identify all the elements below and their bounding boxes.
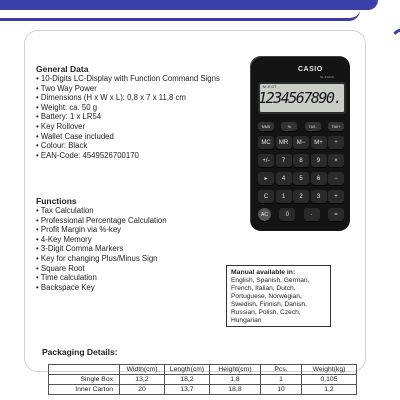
calculator-key: +/-	[258, 154, 274, 167]
calculator-model: SL-310UC	[320, 75, 335, 79]
table-cell: 18,8	[210, 385, 261, 395]
packaging-title: Packaging Details:	[42, 347, 118, 357]
keypad-row	[258, 122, 344, 131]
list-item: • Key for changing Plus/Minus Sign	[36, 254, 167, 264]
table-cell: 1,2	[302, 385, 357, 395]
calculator-key: M+	[311, 136, 327, 149]
list-item: • Weight: ca. 50 g	[36, 103, 220, 113]
calculator-key: ·	[304, 208, 320, 221]
keypad-row	[258, 190, 344, 203]
header-band-bar	[0, 0, 378, 10]
display-indicators: M -E GT	[263, 85, 277, 89]
calculator-key: 3	[311, 190, 327, 203]
calculator-key: 0	[279, 208, 295, 221]
calculator-key: ÷	[328, 136, 344, 149]
table-cell: 13,7	[165, 385, 210, 395]
list-item: • Colour: Black	[36, 141, 220, 151]
table-cell: 13,2	[120, 375, 165, 385]
calculator-key: MR	[276, 136, 292, 149]
keypad-row	[258, 172, 344, 185]
calculator-brand: CASIO	[298, 66, 323, 73]
keypad-row	[258, 154, 344, 167]
list-item: • Key Rollover	[36, 122, 220, 132]
header-band-line	[0, 10, 360, 21]
calculator-key: ×	[328, 154, 344, 167]
table-header-cell: Length(cm)	[165, 365, 210, 375]
manual-title: Manual available in:	[231, 269, 296, 276]
table-cell: Single Box	[49, 375, 120, 385]
calculator-key: %	[281, 122, 297, 131]
general-data-section	[36, 64, 220, 160]
list-item: • 4-Key Memory	[36, 235, 167, 245]
list-item: • Wallet Case included	[36, 132, 220, 142]
calculator-key: 6	[311, 172, 327, 185]
calculator-keypad	[258, 122, 344, 226]
calculator-display	[258, 82, 346, 114]
calculator-key: M−	[293, 136, 309, 149]
manual-languages: English, Spanish, German, French, Italian, Dutch, Portuguese, Norwegian, Swedish, Finnish, Danish, Russian, Polish, Czech, Hungarian	[231, 277, 310, 324]
table-row	[49, 385, 357, 395]
keypad-row	[258, 136, 344, 149]
table-header-cell: Weight(kg)	[302, 365, 357, 375]
calculator-key: −	[328, 172, 344, 185]
calculator-key: ▸	[258, 172, 274, 185]
list-item: • Dimensions (H x W x L): 0,8 x 7 x 11,8 cm	[36, 93, 220, 103]
calculator-key: 2	[293, 190, 309, 203]
calculator-key: =	[328, 208, 344, 221]
table-cell: Inner Carton	[49, 385, 120, 395]
list-item: • Two Way Power	[36, 84, 220, 94]
list-item: • Battery: 1 x LR54	[36, 112, 220, 122]
table-cell: 20	[120, 385, 165, 395]
table-header-cell: Width(cm)	[120, 365, 165, 375]
table-header-cell: Pcs.	[261, 365, 302, 375]
table-header-cell	[49, 365, 120, 375]
functions-title: Functions	[36, 196, 77, 206]
list-item: • EAN-Code: 4549526700170	[36, 151, 220, 161]
calculator-key: 8	[293, 154, 309, 167]
calculator-key: +	[328, 190, 344, 203]
calculator-key: 5	[293, 172, 309, 185]
list-item: • Professional Percentage Calculation	[36, 216, 167, 226]
list-item: • 3-Digit Comma Markers	[36, 244, 167, 254]
calculator-key: MMS	[258, 122, 274, 131]
list-item: • Profit Margin via %-key	[36, 225, 167, 235]
packaging-table	[48, 364, 357, 395]
calculator-key: TAX+	[328, 122, 344, 131]
table-header-cell: Height(cm)	[210, 365, 261, 375]
list-item: • Backspace Key	[36, 283, 167, 293]
table-header-row	[49, 365, 357, 375]
calculator-key: MC	[258, 136, 274, 149]
list-item: • Tax Calculation	[36, 206, 167, 216]
table-cell: 0,105	[302, 375, 357, 385]
header-band	[0, 0, 400, 22]
functions-list	[36, 206, 167, 292]
manual-languages-box	[226, 265, 331, 327]
table-cell: 1	[261, 375, 302, 385]
keypad-row	[258, 208, 344, 221]
calculator-key: C	[258, 190, 274, 203]
functions-section	[36, 196, 167, 292]
table-cell: 18,2	[165, 375, 210, 385]
calculator-key: 7	[276, 154, 292, 167]
table-cell: 1,8	[210, 375, 261, 385]
list-item: • 10-Digits LC-Display with Function Command Signs	[36, 74, 220, 84]
list-item: • Time calculation	[36, 273, 167, 283]
general-data-list	[36, 74, 220, 160]
calculator-key: 4	[276, 172, 292, 185]
display-digits: 1234567890.	[258, 89, 341, 107]
general-data-title: General Data	[36, 64, 89, 74]
calculator-key: 1	[276, 190, 292, 203]
calculator-key: AC	[258, 208, 271, 221]
table-cell: 10	[261, 385, 302, 395]
list-item: • Square Root	[36, 264, 167, 274]
table-row	[49, 375, 357, 385]
calculator-image	[250, 56, 350, 231]
calculator-key: TAX-	[305, 122, 321, 131]
decorative-arc	[380, 26, 400, 83]
calculator-key: 9	[311, 154, 327, 167]
